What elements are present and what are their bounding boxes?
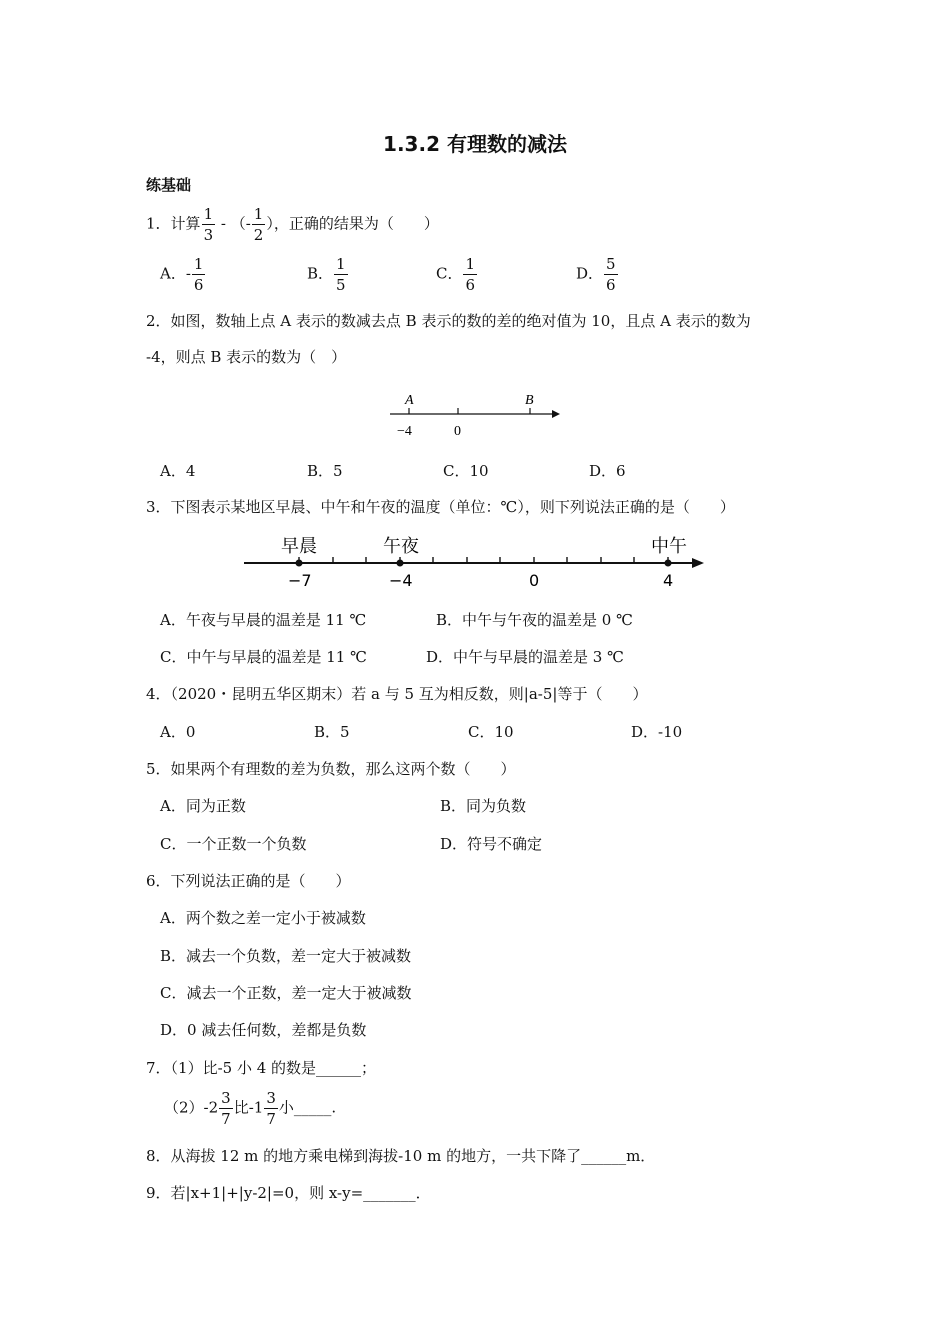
fraction-denominator: 6 [465, 276, 476, 294]
fraction-denominator: 7 [221, 1110, 231, 1128]
point-morning [296, 560, 303, 567]
q7-fraction-1 [219, 1088, 233, 1129]
question-4-stem: 4．（2020・昆明五华区期末）若 a 与 5 互为相反数，则|a-5|等于（ ） [146, 685, 648, 703]
q5-option-b: B．同为负数 [440, 797, 527, 815]
q1-option-c [436, 254, 478, 295]
q4-option-c: C．10 [468, 723, 514, 741]
question-6-stem: 6．下列说法正确的是（ ） [146, 872, 351, 890]
option-label: B． [307, 264, 334, 283]
q2-option-d: D．6 [589, 462, 626, 480]
label-midnight: 午夜 [383, 536, 419, 557]
question-5-stem: 5．如果两个有理数的差为负数，那么这两个数（ ） [146, 760, 516, 778]
option-label: C． [436, 264, 463, 283]
tick-label-minus-4: −4 [397, 424, 412, 439]
point-midnight [397, 560, 404, 567]
option-fraction [463, 254, 477, 295]
point-label-b: B [525, 393, 534, 408]
option-sign: - [185, 264, 191, 283]
option-fraction [192, 254, 206, 295]
q2-option-a: A．4 [160, 462, 196, 480]
q1-pre: 计算 [170, 214, 201, 233]
tick-label-4: 4 [663, 571, 674, 590]
question-7-part-2 [164, 1088, 336, 1129]
tick-label-minus-4: −4 [389, 571, 413, 590]
q1-option-b [307, 254, 349, 295]
q6-option-d: D．0 减去任何数，差都是负数 [160, 1021, 367, 1039]
tick-label-0: 0 [529, 571, 540, 590]
fraction-numerator: 1 [193, 255, 204, 273]
question-7-part-1: 7．（1）比-5 小 4 的数是______； [146, 1059, 377, 1077]
option-fraction [604, 254, 618, 295]
q6-option-c: C．减去一个正数，差一定大于被减数 [160, 984, 412, 1002]
q2-option-b: B．5 [307, 462, 343, 480]
option-label: D． [576, 264, 604, 283]
q2-option-c: C．10 [443, 462, 489, 480]
q7-part2-mid: 比-1 [233, 1098, 264, 1117]
fraction-denominator: 7 [266, 1110, 276, 1128]
question-9: 9．若|x+1|+|y-2|=0，则 x-y=_______． [146, 1184, 431, 1202]
q3-option-a: A．午夜与早晨的温差是 11 ℃ [160, 611, 367, 629]
arrowhead-icon [692, 558, 704, 568]
fraction-numerator: 1 [465, 255, 476, 273]
page-title: 1.3.2 有理数的减法 [383, 132, 567, 156]
fraction-numerator: 1 [336, 255, 346, 273]
q1-option-d [576, 254, 619, 295]
fraction-numerator: 1 [253, 205, 264, 223]
fraction-denominator: 2 [253, 226, 264, 244]
fraction-denominator: 5 [336, 276, 346, 294]
option-label: A． [160, 264, 186, 283]
point-noon [665, 560, 672, 567]
q5-option-d: D．符号不确定 [440, 835, 543, 853]
question-8: 8．从海拔 12 m 的地方乘电梯到海拔-10 m 的地方，一共下降了______m． [146, 1147, 656, 1165]
q7-part2-post: 小_____. [278, 1098, 337, 1117]
q2-number-line-figure [380, 386, 570, 442]
q3-option-c: C．中午与早晨的温差是 11 ℃ [160, 648, 367, 666]
q1-mid: - （- [216, 214, 251, 233]
fraction-numerator: 3 [221, 1089, 231, 1107]
label-noon: 中午 [651, 536, 687, 557]
q5-option-c: C．一个正数一个负数 [160, 835, 307, 853]
fraction-denominator: 3 [203, 226, 214, 244]
tick-label-0: 0 [454, 424, 461, 439]
q1-number: 1． [146, 214, 171, 233]
question-2-line-1: 2．如图，数轴上点 A 表示的数减去点 B 表示的数的差的绝对值为 10，且点 A 表示的数为 [146, 312, 751, 330]
q1-fraction-2 [252, 204, 266, 245]
fraction-numerator: 5 [606, 255, 616, 273]
q6-option-b: B．减去一个负数，差一定大于被减数 [160, 947, 412, 965]
q4-option-a: A．0 [160, 723, 196, 741]
q1-option-a [160, 254, 206, 295]
fraction-numerator: 3 [266, 1089, 276, 1107]
q1-post: ），正确的结果为（ ） [266, 214, 439, 233]
tick-label-minus-7: −7 [288, 571, 312, 590]
question-2-line-2: -4，则点 B 表示的数为（ ） [146, 348, 347, 366]
q7-part2-pre: （2）-2 [164, 1098, 219, 1117]
q3-temperature-number-line [240, 530, 710, 594]
label-morning: 早晨 [281, 536, 317, 557]
q6-option-a: A．两个数之差一定小于被减数 [160, 909, 366, 927]
fraction-denominator: 6 [193, 276, 204, 294]
q7-fraction-2 [264, 1088, 278, 1129]
q3-option-b: B．中午与午夜的温差是 0 ℃ [436, 611, 633, 629]
q1-fraction-1 [202, 204, 216, 245]
option-fraction [334, 254, 348, 295]
q4-option-d: D．-10 [631, 723, 683, 741]
arrowhead-icon [552, 410, 560, 418]
section-heading: 练基础 [146, 176, 192, 194]
q3-option-d: D．中午与早晨的温差是 3 ℃ [426, 648, 624, 666]
question-3-stem: 3．下图表示某地区早晨、中午和午夜的温度（单位：℃），则下列说法正确的是（ ） [146, 498, 735, 516]
point-label-a: A [405, 393, 414, 408]
question-1 [146, 204, 439, 245]
fraction-denominator: 6 [606, 276, 616, 294]
q4-option-b: B．5 [314, 723, 350, 741]
fraction-numerator: 1 [203, 205, 214, 223]
q5-option-a: A．同为正数 [160, 797, 246, 815]
